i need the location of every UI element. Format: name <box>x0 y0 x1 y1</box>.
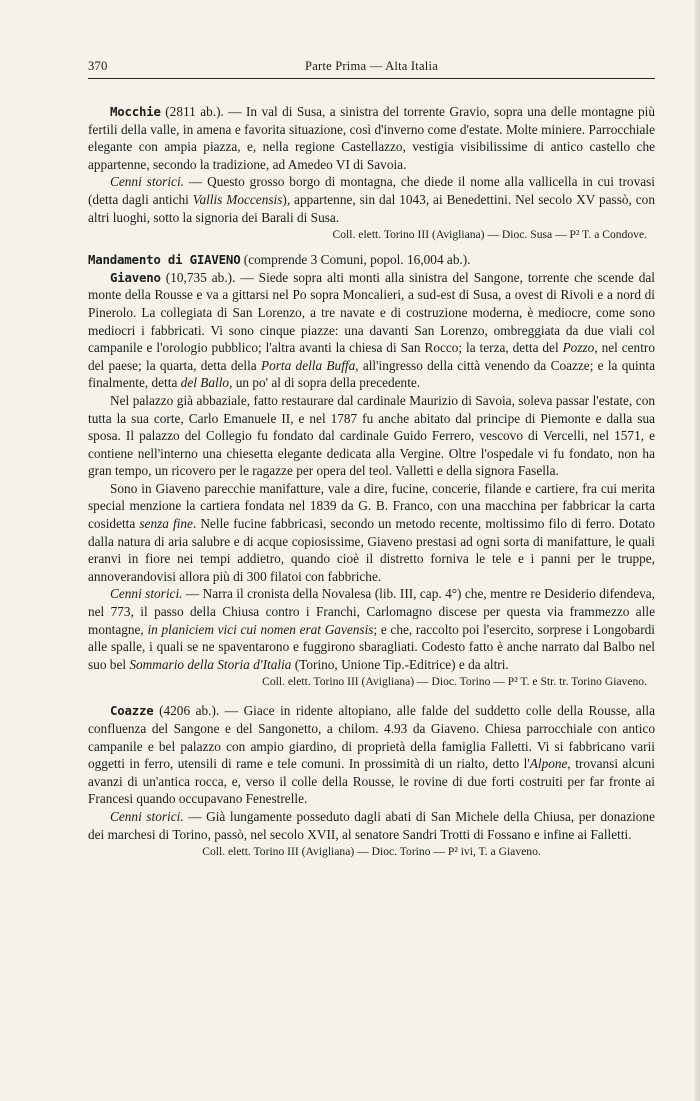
coazze-electoral-note: Coll. elett. Torino III (Avigliana) — Dioc. Torino — P² ivi, T. a Giaveno. <box>202 845 541 859</box>
coazze-cenni-storici: Cenni storici. — Già lungamente posseduto dagli abati di San Michele della Chiusa, per donazione dei marchesi di Torino, passò, nel secolo XVII, al senatore Sandri Trotti di Fossano e infine ai Falletti. <box>88 808 655 842</box>
cenni-storici-label: Cenni storici. <box>110 174 184 190</box>
place-name: Giaveno <box>110 269 161 285</box>
coazze-description: Coazze (4206 ab.). — Giace in ridente altopiano, alle falde del suddetto colle della Rousse, alla confluenza del Sangone e del Sangonetto, a chilom. 4.93 da Giaveno. Chiesa parrocchiale con antico campanile e bel palazzo con ampio giardino, di proprietà della famiglia Falletti. Vi si fabbricano varii oggetti in ferro, utensili di rame e tele comuni. In prossimità di un rialto, detto l'Alpone, trovansi alcuni avanzi di un'antica rocca, e, verso il colle della Rousse, le rovine di due forti costruiti per far fronte ai Francesi quando occupavano Fenestrelle. <box>88 703 655 807</box>
page-number: 370 <box>88 59 108 73</box>
page-edge-shadow <box>694 0 700 1101</box>
entry-giaveno <box>88 269 655 691</box>
running-title: Parte Prima — Alta Italia <box>304 59 438 73</box>
book-page <box>88 56 655 860</box>
mocchie-cenni-storici: Cenni storici. — Questo grosso borgo di montagna, che diede il nome alla vallicella in cui trovasi (detta dagli antichi Vallis Moccensis), appartenne, sin dal 1043, ai Benedettini. Nel secolo XV passò, con altri luoghi, sotto la signoria dei Barali di Susa. <box>88 174 655 225</box>
cenni-storici-label: Cenni storici. <box>110 586 183 602</box>
mandamento-giaveno <box>88 251 655 269</box>
entry-mocchie <box>88 103 655 243</box>
mandamento-heading: Mandamento di GIAVENO (comprende 3 Comuni, popol. 16,004 ab.). <box>88 252 471 268</box>
place-name: Coazze <box>110 703 154 719</box>
giaveno-cenni-storici: Cenni storici. — Narra il cronista della Novalesa (lib. III, cap. 4°) che, mentre re Desiderio difendeva, nel 773, il passo della Chiusa contro i Franchi, Carlomagno discese per questa via frammezzo alle montagne, in planiciem vici cui nomen erat Gavensis; e che, raccolto poi l'esercito, sorprese i Longobardi alle spalle, i quali se ne spaventarono e fuggirono sbaragliati. Codesto fatto è anche narrato dal Balbo nel suo bel Sommario della Storia d'Italia (Torino, Unione Tip.-Editrice) e da altri. <box>88 586 655 672</box>
mocchie-electoral-note: Coll. elett. Torino III (Avigliana) — Dioc. Susa — P² T. a Condove. <box>332 228 647 242</box>
giaveno-description: Giaveno (10,735 ab.). — Siede sopra alti monti alla sinistra del Sangone, torrente che scende dal monte della Rousse e va a gittarsi nel Po sopra Moncalieri, a sud-est di Susa, a ovest di Rivoli e a nord di Pinerolo. La collegiata di San Lorenzo, a tre navate e di costruzione moderna, è mediocre, come sono mediocri i fabbricati. Vi sono cinque piazze: una davanti San Lorenzo, ombreggiata da due viali col campanile e l'orologio pubblico; l'altra avanti la chiesa di San Rocco; la terza, detta del Pozzo, nel centro del paese; la quarta, detta della Porta della Buffa, all'ingresso della città venendo da Coazze; e la quinta finalmente, detta del Ballo, un po' al di sopra della precedente. <box>88 269 655 391</box>
cenni-storici-label: Cenni storici. <box>110 808 184 824</box>
running-header <box>88 56 655 79</box>
giaveno-electoral-note: Coll. elett. Torino III (Avigliana) — Dioc. Torino — P² T. e Str. tr. Torino Giaveno. <box>262 675 647 689</box>
place-name: Mocchie <box>110 104 161 119</box>
mocchie-description: Mocchie (2811 ab.). — In val di Susa, a sinistra del torrente Gravio, sopra una delle montagne più fertili della valle, in amena e favorita situazione, così d'inverno come d'estate. Molte miniere. Parrocchiale elegante con ampia piazza, e, nella regione Castellazzo, vestigia visibilissime di antico castello che appartenne, secondo la tradizione, ad Amedeo VI di Savoia. <box>88 104 655 172</box>
entry-coazze <box>88 702 655 860</box>
giaveno-palazzo: Nel palazzo già abbaziale, fatto restaurare dal cardinale Maurizio di Savoia, soleva passar l'estate, con tutta la sua corte, Carlo Emanuele II, e nel 1787 fu anche abitato dal principe di Piemonte e dalla sua sposa. Il palazzo del Collegio fu fondato dal cardinale Guido Ferrero, vescovo di Vercelli, nel 1571, e contiene nell'interno una chiesetta elegante dedicata alla Vergine. Oltre l'ospedale vi fu fondato, non ha gran tempo, un ricovero per le ragazze per opera del teol. Valletti e della signora Fasella. <box>88 392 655 479</box>
giaveno-manifatture: Sono in Giaveno parecchie manifatture, vale a dire, fucine, concerie, filande e cartiere, fra cui merita special menzione la cartiera fondata nel 1839 da G. B. Franco, con una macchina per fabbricar la carta cosidetta senza fine. Nelle fucine fabbricasi, secondo un metodo recente, moltissimo filo di ferro. Dotato dalla natura di aria salubre e di acque copiosissime, Giaveno prestasi ad ogni sorta di manifatture, le quali eranvi in fiore nei tempi addietro, quando cioè il distretto forniva le tele e i panni per le truppe, annoverandovisi allora più di 300 filatoi con fabbriche. <box>88 480 656 584</box>
